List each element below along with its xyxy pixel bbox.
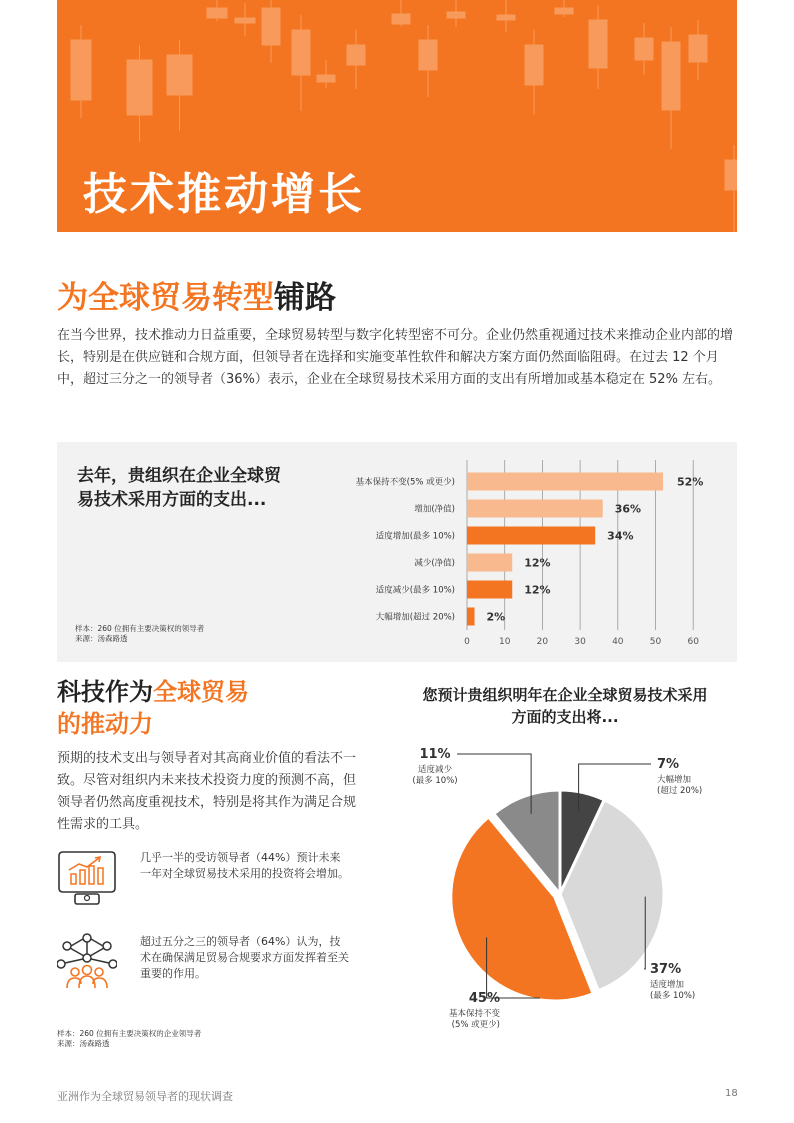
section2-title: [57, 676, 249, 740]
bar-tick-label: 30: [574, 637, 586, 647]
section2-title-b: 全球贸易: [153, 678, 249, 706]
section2-note-source: 来源：汤森路透: [57, 1039, 110, 1048]
pie-slice-sublabel: (5% 或更少): [451, 1020, 500, 1030]
pie-pct-label: 37%: [650, 962, 682, 977]
bar: [467, 554, 512, 572]
pie-slice-label: 大幅增加: [657, 775, 692, 785]
candle-body: [419, 40, 437, 70]
candle-body: [689, 35, 707, 62]
candle-body: [635, 38, 653, 60]
bar: [467, 527, 595, 545]
candle-body: [317, 75, 335, 82]
section-title-highlight: 为全球贸易转型: [57, 280, 274, 316]
bar-category-label: 适度减少(最多 10%): [375, 585, 455, 596]
section2-note-sample: 样本：260 位拥有主要决策权的企业领导者: [57, 1029, 202, 1038]
pie-slice-label: 适度增加: [650, 980, 685, 990]
stat-item-1: 几乎一半的受访领导者（44%）预计未来一年对全球贸易技术采用的投资将会增加。: [140, 851, 349, 880]
network-people-icon: [57, 932, 117, 992]
candle-body: [447, 12, 465, 18]
page-number: 18: [725, 1088, 738, 1099]
bar-chart-title: 去年，贵组织在企业全球贸易技术采用方面的支出...: [77, 466, 281, 510]
candle-body: [662, 42, 680, 110]
pie-slice-label: 基本保持不变: [448, 1009, 500, 1019]
bar-tick-label: 20: [536, 637, 549, 647]
bar-chart: [57, 442, 737, 662]
bar: [467, 500, 603, 518]
footer-report-name: 亚洲作为全球贸易领导者的现状调查: [57, 1090, 233, 1103]
pie-pct-label: 7%: [657, 757, 680, 772]
bar-tick-label: 50: [649, 637, 662, 647]
bar: [467, 473, 663, 491]
bar-value-label: 12%: [524, 583, 551, 597]
bar-tick-label: 40: [612, 637, 624, 647]
candle-body: [497, 15, 515, 20]
section2-title-a: 科技作为: [57, 678, 153, 706]
section2-body: 预期的技术支出与领导者对其高商业价值的看法不一致。尽管对组织内未来技术投资力度的预测不高，但领导者仍然高度重视技术，特别是将其作为满足合规性需求的工具。: [57, 751, 357, 832]
bar: [467, 608, 475, 626]
pie-pct-label: 11%: [419, 747, 451, 762]
bar-tick-label: 10: [498, 637, 511, 647]
panel-note-source: 来源：汤森路透: [75, 634, 128, 643]
pie-chart-title: 您预计贵组织明年在企业全球贸易技术采用方面的支出将...: [422, 686, 708, 726]
bar-value-label: 34%: [607, 529, 634, 543]
candle-body: [235, 18, 255, 23]
candle-body: [725, 160, 737, 190]
pie-chart: [380, 740, 760, 1040]
stat-item-2: 超过五分之三的领导者（64%）认为，技术在确保满足贸易合规要求方面发挥着至关重要的作用。: [140, 935, 349, 980]
bar-category-label: 减少(净值): [414, 558, 455, 569]
pie-slice-sublabel: (最多 10%): [650, 991, 696, 1001]
candle-body: [167, 55, 192, 95]
pie-pct-label: 45%: [468, 991, 500, 1006]
bar-value-label: 2%: [486, 610, 506, 624]
intro-paragraph: 在当今世界，技术推动力日益重要，全球贸易转型与数字化转型密不可分。企业仍然重视通过技术来推动企业内部的增长，特别是在供应链和合规方面，但领导者在选择和实施变革性软件和解决方案方面仍然面临阻碍。在过去 12 个月中，超过三分之一的领导者（36%）表示，企业在全球贸易技术采用方面的支出有所增加或基本稳定在 52% 左右。: [57, 328, 734, 387]
bar-tick-label: 0: [464, 637, 470, 647]
bar-category-label: 基本保持不变(5% 或更少): [355, 477, 455, 488]
bar-category-label: 大幅增加(超过 20%): [375, 612, 455, 623]
candle-body: [71, 40, 91, 100]
candle-body: [347, 45, 365, 65]
section-title-rest: 铺路: [274, 280, 336, 316]
section2-note: [57, 1029, 201, 1049]
page-title: 技术推动增长: [83, 169, 365, 220]
candle-body: [589, 20, 607, 68]
candle-body: [262, 8, 280, 45]
candle-body: [392, 14, 410, 24]
section2-title-c: 的推动力: [57, 710, 153, 738]
bar-category-label: 适度增加(最多 10%): [375, 531, 455, 542]
bar-value-label: 36%: [614, 502, 642, 516]
bar-value-label: 12%: [524, 556, 551, 570]
bar-value-label: 52%: [677, 475, 704, 489]
presentation-chart-icon: [57, 848, 117, 906]
bar-tick-label: 60: [687, 637, 699, 647]
candle-body: [525, 45, 543, 85]
bar: [467, 581, 512, 599]
candle-body: [555, 8, 573, 14]
pie-slice-sublabel: (超过 20%): [657, 786, 703, 796]
pie-slice-label: 适度减少: [417, 765, 453, 775]
candle-body: [292, 30, 310, 75]
candle-body: [127, 60, 152, 115]
section-title: [57, 272, 336, 317]
candle-body: [207, 8, 227, 18]
pie-slice-sublabel: (最多 10%): [412, 776, 458, 786]
panel-note-sample: 样本：260 位拥有主要决策权的领导者: [75, 624, 205, 633]
bar-category-label: 增加(净值): [414, 504, 455, 515]
hero-banner: [57, 0, 737, 232]
